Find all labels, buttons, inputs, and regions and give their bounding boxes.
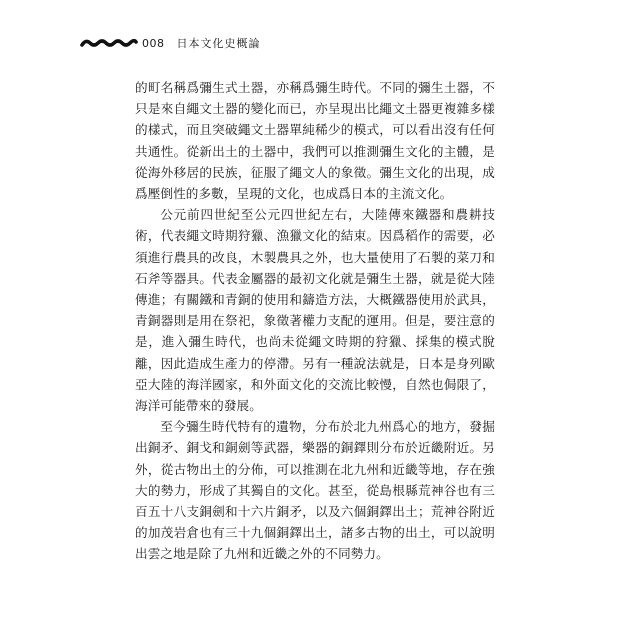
paragraph: 的町名稱爲彌生式土器，亦稱爲彌生時代。不同的彌生土器，不只是來自繩文土器的變化而已，亦呈現出比繩文土器更複雜多樣的樣式，而且突破繩文土器單純稀少的模式，可以看出沒有任何共通性。從新出土的土器中，我們可以推測彌生文化的主體，是從海外移居的民族，征服了繩文人的象徵。彌生文化的出現，成爲壓倒性的多數，呈現的文化，也成爲日本的主流文化。 [135,80,495,202]
body-text [135,77,495,565]
paragraph: 公元前四世紀至公元四世紀左右，大陸傳來鐵器和農耕技術，代表繩文時期狩獵、漁獵文化的結束。因爲稻作的需要，必須進行農具的改良，木製農具之外，也大量使用了石製的菜刀和石斧等器具。代表金屬器的最初文化就是彌生土器，就是從大陸傳進；有關鐵和青銅的使用和鑄造方法，大概鐵器使用於武具，青銅器則是用在祭祀，象徵著權力支配的運用。但是，要注意的是，進入彌生時代，也尚未從繩文時期的狩獵、採集的模式脫離，因此造成生產力的停滯。另有一種說法就是，日本是身列歐亞大陸的海洋國家，和外面文化的交流比較慢，自然也侷限了，海洋可能帶來的發展。 [135,207,495,414]
paragraph: 至今彌生時代特有的遺物，分布於北九州爲心的地方，發掘出銅矛、銅戈和銅劍等武器，樂器的銅鐸則分布於近畿附近。另外，從古物出土的分佈，可以推測在北九州和近畿等地，存在強大的勢力，形成了其獨自的文化。甚至，從島根縣荒神谷也有三百五十八支銅劍和十六片銅矛，以及六個銅鐸出土；荒神谷附近的加茂岩倉也有三十九個銅鐸出土，諸多古物的出土，可以說明出雲之地是除了九州和近畿之外的不同勢力。 [135,419,495,562]
page-number: 008 [142,36,165,50]
book-title: 日本文化史概論 [176,37,261,50]
wave-ornament-icon [80,36,138,50]
running-header [80,34,261,52]
